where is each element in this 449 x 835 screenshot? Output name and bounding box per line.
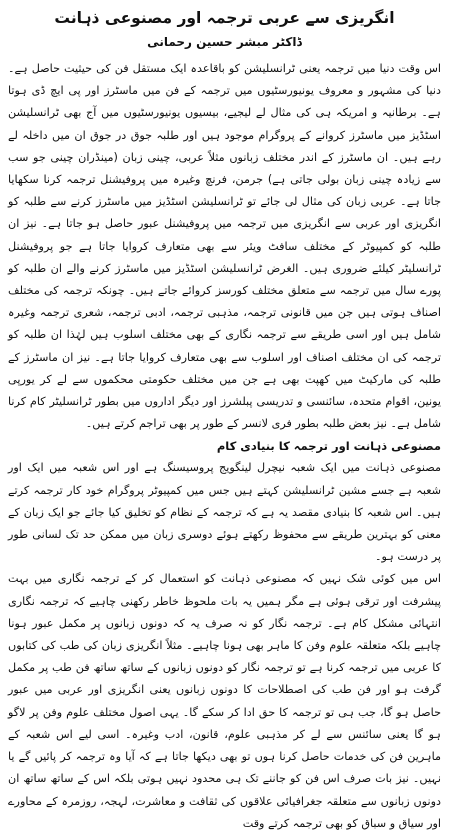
section-heading: مصنوعی ذہانت اور ترجمہ کا بنیادی کام (216, 439, 441, 454)
article-paragraph-1: اس وقت دنیا میں ترجمہ یعنی ٹرانسلیشن کو باقاعدہ ایک مستقل فن کی حیثیت حاصل ہے۔ دنیا کی مشہور و معروف یونیورسٹیوں میں ترجمہ کے فن میں ماسٹرز اور پی ایچ ڈی ہوتا ہے۔ برطانیہ و امریکہ ہی کی مثال لے لیجیے، بیسیوں یونیورسٹیوں میں آج بھی ٹرانسلیشن اسٹڈیز میں ماسٹرز کروانے کے پروگرام موجود ہیں اور طلبہ جوق در جوق ان میں داخلہ لے رہے ہیں۔ ان ماسٹرز کے اندر مختلف زبانوں مثلاً عربی، چینی زبان (مینڈران چینی جو سب سے زیادہ چینی زبان بولی جاتی ہے) جرمن، فرنچ وغیرہ میں پروفیشنل ترجمہ کرنا سکھایا جاتا ہے۔ عربی زبان کی مثال لی جائے تو ٹرانسلیشن اسٹڈیز میں ماسٹرز کرنے سے طلبہ کو انگریزی اور عربی سے انگریزی میں ترجمہ میں پروفیشنل عبور حاصل ہو جاتا ہے۔ نیز ان طلبہ کو کمپیوٹر کے مختلف سافٹ ویئر سے بھی متعارف کروایا جاتا ہے جو پروفیشنل ٹرانسلیٹر کیلئے ضروری ہیں۔ الغرض ٹرانسلیشن اسٹڈیز میں ماسٹرز کرنے والے ان طلبہ کو پورے سال میں ترجمہ سے متعلق مختلف کورسز کروائے جاتے ہیں۔ چونکہ ترجمہ کی مختلف اصناف ہوتی ہیں جن میں قانونی ترجمہ، مذہبی ترجمہ، ادبی ترجمہ، شعری ترجمہ وغیرہ شامل ہیں اور اسی طریقے سے ترجمہ نگاری کے بھی مختلف اسلوب ہیں لہٰذا ان طلبہ کو ترجمہ کی ان مختلف اصناف اور اسلوب سے بھی متعارف کروایا جاتا ہے۔ نیز ان ماسٹرز کے طلبہ کی مارکیٹ میں کھپت بھی ہے جن میں مختلف حکومتی محکموں سے لے کر یورپی یونین، اقوام متحدہ، سائنسی و تدریسی پبلشرز اور دیگر اداروں میں بطور ٹرانسلیٹر کام کرنا شامل ہے۔ نیز بعض طلبہ بطور فری لانسر کے طور پر بھی تراجم کرتے ہیں۔ (8, 62, 441, 431)
article-paragraph-3: اس میں کوئی شک نہیں کہ مصنوعی ذہانت کو استعمال کر کے ترجمہ نگاری میں بہت پیشرفت اور ترقی ہوئی ہے مگر ہمیں یہ بات ملحوظ خاطر رکھنی چاہیے کہ ترجمہ نگاری انتہائی مشکل کام ہے۔ ترجمہ نگار کو نہ صرف یہ کہ دونوں زبانوں پر مکمل عبور ہونا چاہیے بلکہ متعلقہ علوم وفن کا ماہر بھی ہونا چاہیے۔ مثلاً انگریزی زبان کی طب کی کتابوں کا عربی میں ترجمہ کرنا ہے تو ترجمہ نگار کو دونوں زبانوں کے ساتھ ساتھ فن طب پر مکمل گرفت ہو اور فن طب کی اصطلاحات کا دونوں زبانوں یعنی انگریزی اور عربی میں عبور حاصل ہو گا، جب ہی تو ترجمہ کا حق ادا کر سکے گا۔ یہی اصول مختلف علوم وفن پر لاگو ہو گا یعنی سائنس سے لے کر مذہبی علوم، قانون، ادب وغیرہ۔ اسی لیے اس شعبہ کے ماہرین فن کی خدمات حاصل کرنا ہوں تو بھی دیکھا جاتا ہے کہ آیا وہ ترجمہ کر پائیں گے یا نہیں۔ نیز بات صرف اس فن کو جاننے تک ہی محدود نہیں ہوتی بلکہ اس کے ساتھ ساتھ ان دونوں زبانوں سے متعلقہ جغرافیائی علاقوں کی ثقافت و معاشرت، لہجہ، روزمرہ کے محاورے اور سیاق و سباق کو بھی ترجمہ کرتے وقت (8, 572, 441, 830)
article-paragraph-2: مصنوعی ذہانت میں ایک شعبہ نیچرل لینگویج پروسیسنگ ہے اور اس شعبہ میں ایک اور شعبہ ہے جسے مشین ٹرانسلیشن کہتے ہیں جس میں کمپیوٹر پروگرام خود کار ترجمہ کرتے ہیں۔ اس شعبہ کا بنیادی مقصد یہ ہے کہ ترجمہ کے نظام کو تخلیق کیا جائے جو ایک زبان کے معنی کو بہترین طریقے سے محفوظ رکھتے ہوئے دوسری زبان میں ممکن حد تک لسانی طور پر درست ہو۔ (8, 461, 441, 564)
article-author: ڈاکٹر مبشر حسین رحمانی (147, 35, 302, 49)
article-title: انگریزی سے عربی ترجمہ اور مصنوعی ذہانت (54, 9, 395, 27)
